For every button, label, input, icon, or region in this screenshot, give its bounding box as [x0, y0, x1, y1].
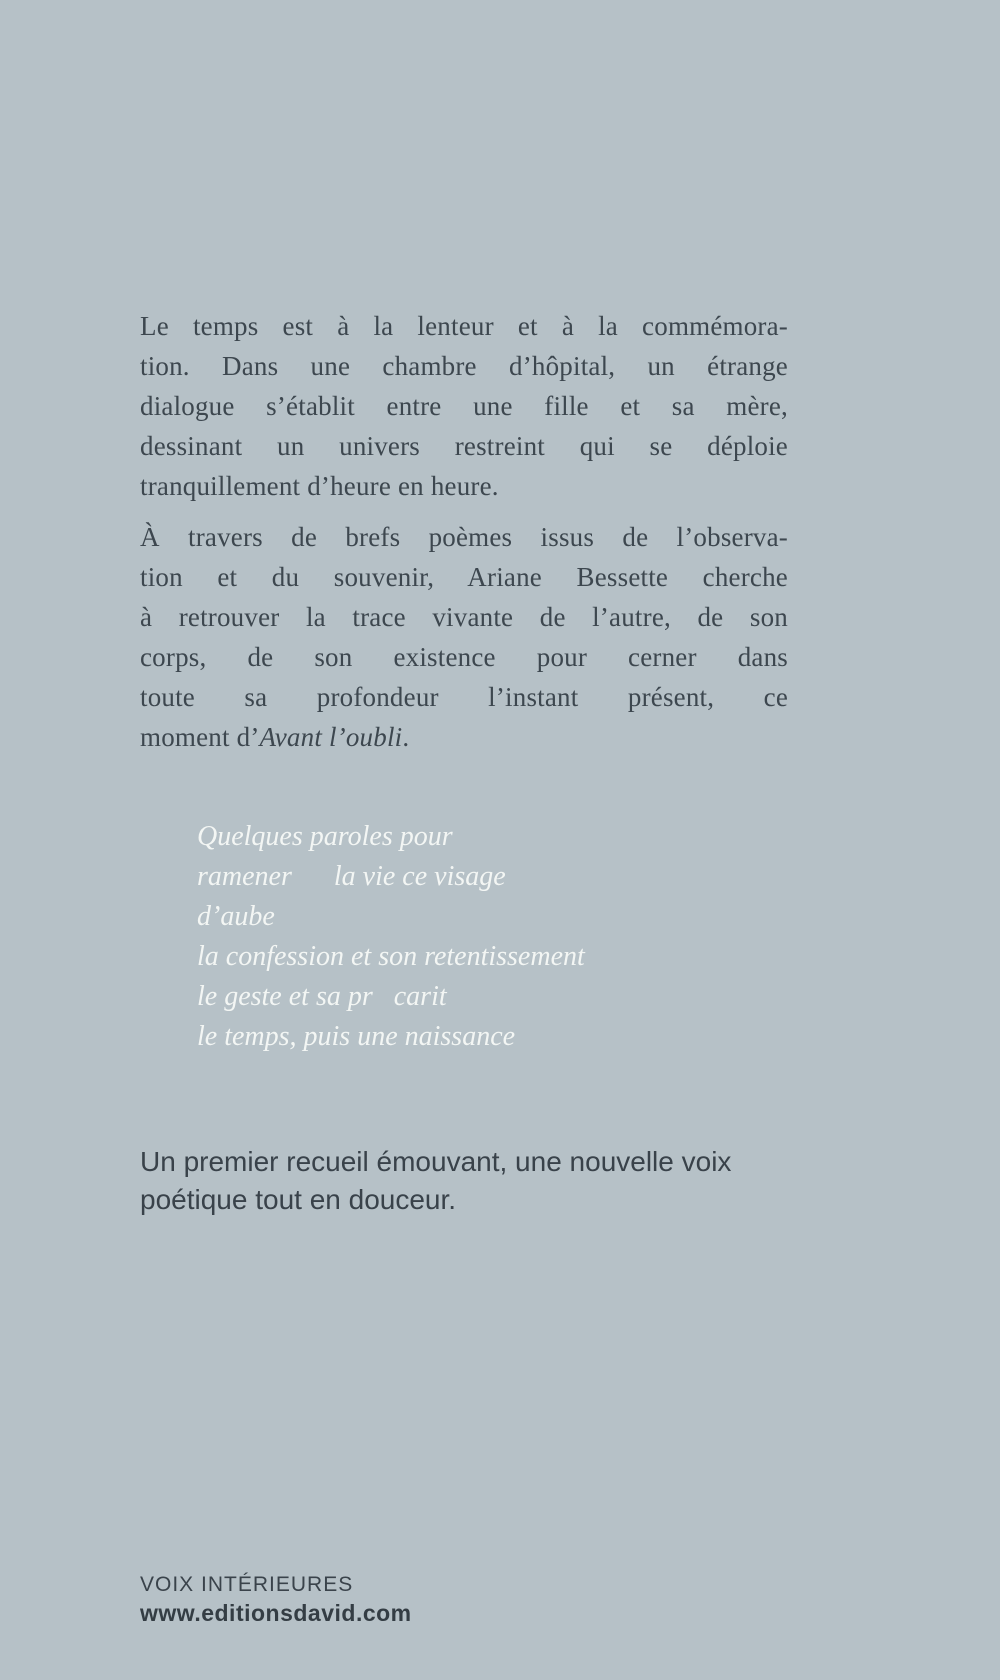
poem-line: d’aube	[197, 901, 275, 932]
text-line: À travers de brefs poèmes issus de l’observa-	[140, 522, 788, 552]
text-line: corps, de son existence pour cerner dans	[140, 642, 788, 672]
synopsis-paragraph-1	[140, 306, 788, 506]
poem-line: le geste et sa pr carit	[197, 981, 447, 1012]
synopsis-paragraph-2	[140, 517, 788, 757]
text-line: dessinant un univers restreint qui se déploie	[140, 431, 788, 461]
blurb-line: poétique tout en douceur.	[140, 1184, 457, 1215]
poem-line: Quelques paroles pour	[197, 821, 453, 852]
text-line: toute sa profondeur l’instant présent, ce	[140, 682, 788, 712]
text-line: tranquillement d’heure en heure.	[140, 471, 499, 501]
poem-excerpt	[197, 817, 857, 1057]
poem-line: le temps, puis une naissance	[197, 1021, 516, 1052]
poem-line: ramener la vie ce visage	[197, 861, 506, 892]
text-line: tion. Dans une chambre d’hôpital, un étrange	[140, 351, 788, 381]
blurb-line: Un premier recueil émouvant, une nouvelle voix	[140, 1146, 732, 1177]
poem-line: la confession et son retentissement	[197, 941, 585, 972]
text-line: Le temps est à la lenteur et à la commémora-	[140, 311, 788, 341]
publisher-blurb	[140, 1143, 840, 1219]
publisher-website: www.editionsdavid.com	[140, 1600, 412, 1626]
text-line: à retrouver la trace vivante de l’autre, de son	[140, 602, 788, 632]
text-line-with-book-title	[140, 717, 788, 757]
collection-name: VOIX INTÉRIEURES	[140, 1573, 354, 1596]
text-line: dialogue s’établit entre une fille et sa mère,	[140, 391, 788, 421]
text-line: tion et du souvenir, Ariane Bessette cherche	[140, 562, 788, 592]
book-title: Avant l’oubli	[259, 722, 403, 752]
footer	[140, 1570, 412, 1628]
text-fragment: .	[402, 722, 410, 752]
text-fragment: moment d’	[140, 722, 260, 752]
